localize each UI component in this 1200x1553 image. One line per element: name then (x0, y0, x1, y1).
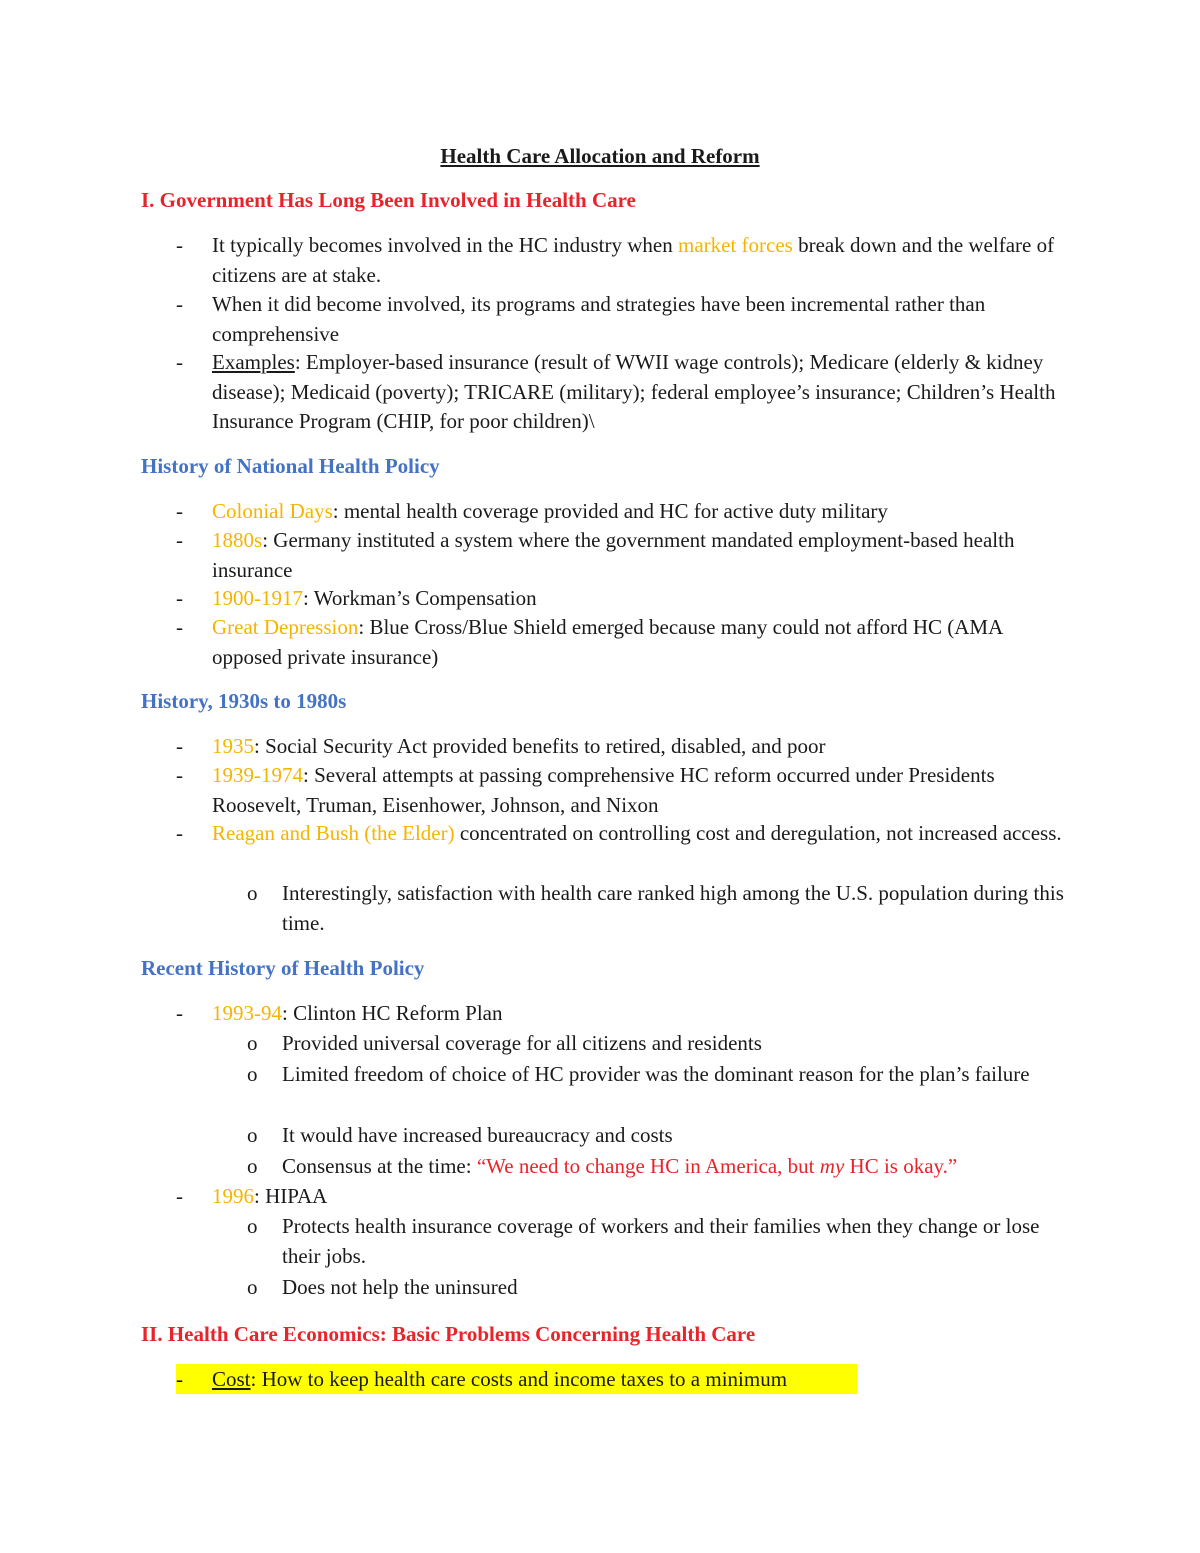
list-item (176, 526, 1076, 585)
page-title: Health Care Allocation and Reform (440, 144, 760, 168)
list-item (176, 1365, 1076, 1395)
list-item-text: Examples: Employer-based insurance (result of WWII wage controls); Medicare (elderly & kidney disease); Medicaid (poverty); TRICARE (military); federal employee’s insurance; Children’s Health Insurance Program (CHIP, for poor children)\ (212, 350, 1056, 433)
sub-list-item (247, 1273, 1077, 1303)
list-item (176, 497, 1076, 527)
list-item-text: 1993-94: Clinton HC Reform Plan (212, 1001, 503, 1025)
dash-bullet: - (176, 1367, 183, 1391)
circle-bullet: o (247, 1031, 258, 1055)
list-item-text: 1939-1974: Several attempts at passing comprehensive HC reform occurred under Presidents Roosevelt, Truman, Eisenhower, Johnson, and Nixon (212, 763, 995, 817)
highlight-term: 1935 (212, 734, 254, 758)
sub-list-item (247, 879, 1077, 938)
section-heading-1930s-1980s: History, 1930s to 1980s (141, 689, 347, 713)
list-item (176, 584, 1076, 614)
circle-bullet: o (247, 1154, 258, 1178)
dash-bullet: - (176, 499, 183, 523)
dash-bullet: - (176, 528, 183, 552)
dash-bullet: - (176, 233, 183, 257)
dash-bullet: - (176, 292, 183, 316)
list-item-text: Cost: How to keep health care costs and income taxes to a minimum (212, 1367, 788, 1391)
section-heading-recent-history: Recent History of Health Policy (141, 956, 425, 980)
sub-list-item-text: Does not help the uninsured (282, 1275, 518, 1299)
quote-text: HC is okay.” (844, 1154, 958, 1178)
highlight-term: 1996 (212, 1184, 254, 1208)
list-item-text: 1880s: Germany instituted a system where the government mandated employment-based health insurance (212, 528, 1015, 582)
quote-emphasis: my (819, 1154, 845, 1178)
sub-list-item (247, 1212, 1077, 1271)
circle-bullet: o (247, 1214, 258, 1238)
list-item-text: 1900-1917: Workman’s Compensation (212, 586, 537, 610)
dash-bullet: - (176, 350, 183, 374)
list-item-text: When it did become involved, its programs and strategies have been incremental rather than comprehensive (212, 292, 986, 346)
sub-list-item-text: Limited freedom of choice of HC provider was the dominant reason for the plan’s failure (282, 1062, 1030, 1086)
highlight-term: 1993-94 (212, 1001, 282, 1025)
sub-list-item (247, 1060, 1077, 1090)
highlight-term: Reagan and Bush (the Elder) (212, 821, 455, 845)
highlight-term: 1900-1917 (212, 586, 303, 610)
sub-list-item-text: Provided universal coverage for all citizens and residents (282, 1031, 762, 1055)
list-item (176, 1182, 1076, 1212)
highlight-term: Great Depression (212, 615, 359, 639)
circle-bullet: o (247, 1062, 258, 1086)
dash-bullet: - (176, 821, 183, 845)
sub-list-item-text: Protects health insurance coverage of workers and their families when they change or lose their jobs. (282, 1214, 1040, 1268)
highlight-term: 1939-1974 (212, 763, 303, 787)
dash-bullet: - (176, 615, 183, 639)
list-item (176, 819, 1076, 849)
list-item-text: Great Depression: Blue Cross/Blue Shield emerged because many could not afford HC (AMA opposed private insurance) (212, 615, 1003, 669)
highlight-term: market forces (678, 233, 793, 257)
sub-list-item (247, 1029, 1077, 1059)
list-item-text: Reagan and Bush (the Elder) concentrated on controlling cost and deregulation, not increased access. (212, 821, 1062, 845)
circle-bullet: o (247, 1123, 258, 1147)
list-item (176, 348, 1076, 437)
list-item (176, 999, 1076, 1029)
section-heading-national-policy: History of National Health Policy (141, 454, 440, 478)
list-item (176, 761, 1076, 820)
dash-bullet: - (176, 763, 183, 787)
sub-list-item-text: Consensus at the time: “We need to change HC in America, but my HC is okay.” (282, 1154, 958, 1178)
highlight-term: Colonial Days (212, 499, 333, 523)
circle-bullet: o (247, 881, 258, 905)
list-item-text: It typically becomes involved in the HC industry when market forces break down and the welfare of citizens are at stake. (212, 233, 1055, 287)
list-item-text: 1935: Social Security Act provided benefits to retired, disabled, and poor (212, 734, 826, 758)
list-item (176, 231, 1076, 290)
list-item (176, 290, 1076, 349)
section-heading-economics: II. Health Care Economics: Basic Problems Concerning Health Care (141, 1322, 756, 1346)
dash-bullet: - (176, 1184, 183, 1208)
quote-text: “We need to change HC in America, but (476, 1154, 820, 1178)
list-item (176, 732, 1076, 762)
sub-list-item (247, 1152, 1077, 1182)
list-item-text: 1996: HIPAA (212, 1184, 328, 1208)
dash-bullet: - (176, 1001, 183, 1025)
section-heading-government: I. Government Has Long Been Involved in Health Care (141, 188, 636, 212)
dash-bullet: - (176, 734, 183, 758)
circle-bullet: o (247, 1275, 258, 1299)
sub-list-item (247, 1121, 1077, 1151)
highlight-term: 1880s (212, 528, 263, 552)
sub-list-item-text: It would have increased bureaucracy and costs (282, 1123, 673, 1147)
underlined-label: Cost (212, 1367, 251, 1391)
dash-bullet: - (176, 586, 183, 610)
underlined-label: Examples (212, 350, 295, 374)
list-item (176, 613, 1076, 672)
sub-list-item-text: Interestingly, satisfaction with health care ranked high among the U.S. population during this time. (282, 881, 1064, 935)
list-item-text: Colonial Days: mental health coverage provided and HC for active duty military (212, 499, 888, 523)
